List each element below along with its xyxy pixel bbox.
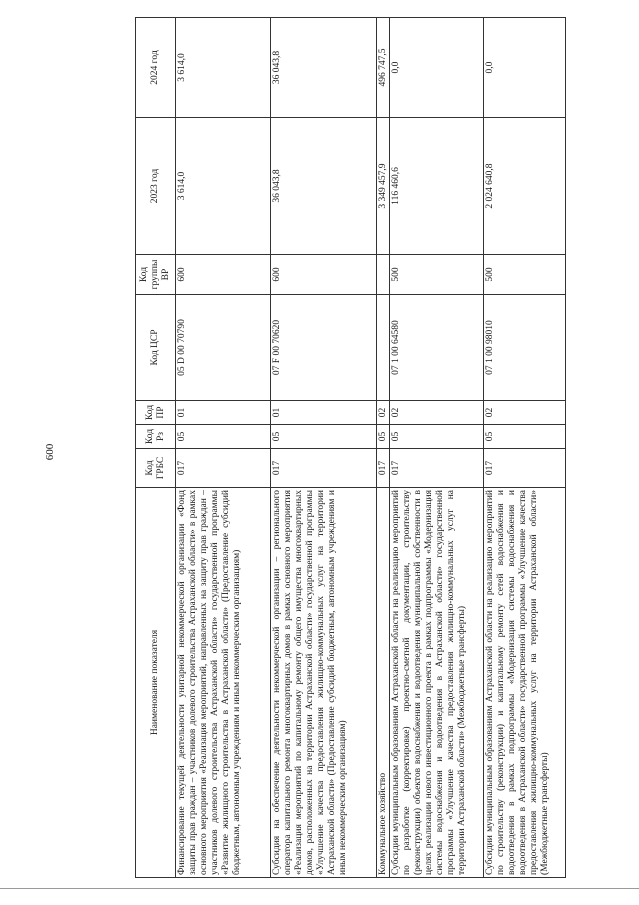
row-grbs: 017 — [176, 449, 271, 488]
header-name: Наименование показателя — [136, 488, 176, 878]
header-2024: 2024 год — [136, 18, 176, 118]
row-name: Субсидия на обеспечение деятельности некоммерческой организации – регионального оператора капитального ремонта многоквартирных домов в рамках основного мероприятия «Реализация мероприятий по капитальному ремонту общего имущества многоквартирных домов, расположенных на территории Астраханской области» государственной программы «Улучшение качества предоставления жилищно-коммунальных услуг на территории Астраханской области» (Предоставление субсидий бюджетным, автономным учреждениям и иным некоммерческим организациям) — [271, 488, 377, 878]
bottom-rule — [0, 888, 639, 889]
row-2024: 3 614,0 — [176, 18, 271, 118]
header-pr: Код ПР — [136, 401, 176, 425]
rotated-table-container — [135, 18, 550, 878]
row-rz: 05 — [377, 425, 390, 449]
table-row — [271, 18, 377, 878]
table-header-row — [136, 18, 176, 878]
row-2024: 0,0 — [390, 18, 484, 118]
row-grbs: 017 — [377, 449, 390, 488]
row-pr: 02 — [390, 401, 484, 425]
row-2023: 3 349 457,9 — [377, 118, 390, 255]
row-pr: 01 — [271, 401, 377, 425]
row-vr: 600 — [176, 255, 271, 295]
row-grbs: 017 — [271, 449, 377, 488]
row-csr: 07 F 00 70620 — [271, 295, 377, 401]
row-2023: 2 024 640,8 — [484, 118, 566, 255]
row-grbs: 017 — [484, 449, 566, 488]
row-name: Субсидии муниципальным образованиям Астраханской области на реализацию мероприятий по строительству (реконструкции) и капитальному ремонту сетей водоснабжения и водоотведения в рамках подпрограммы «Модернизация системы водоснабжения и водоотведения в Астраханской области» государственной программы «Улучшение качества предоставления жилищно-коммунальных услуг на территории Астраханской области» (Межбюджетные трансферты) — [484, 488, 566, 878]
row-2023: 116 460,6 — [390, 118, 484, 255]
row-pr: 01 — [176, 401, 271, 425]
table-row — [484, 18, 566, 878]
row-2024: 0,0 — [484, 18, 566, 118]
budget-table — [135, 17, 566, 878]
header-grbs: Код ГРБС — [136, 449, 176, 488]
row-pr: 02 — [377, 401, 390, 425]
row-pr: 02 — [484, 401, 566, 425]
header-2023: 2023 год — [136, 118, 176, 255]
row-grbs: 017 — [390, 449, 484, 488]
row-vr — [377, 255, 390, 295]
table-row — [176, 18, 271, 878]
row-2024: 496 747,5 — [377, 18, 390, 118]
row-name: Субсидии муниципальным образованиям Астраханской области на реализацию мероприятий по разработке (корректировке) проектно-сметной документации, строительству (реконструкции) объектов водоснабжения и водоотведения муниципальной собственности в целях реализации нового инвестиционного проекта в рамках подпрограммы «Модернизация системы водоснабжения и водоотведения в Астраханской области» государственной программы «Улучшение качества предоставления жилищно-коммунальных услуг на территории Астраханской области» (Межбюджетные трансферты) — [390, 488, 484, 878]
table-row-subtotal — [377, 18, 390, 878]
row-2024: 36 043,8 — [271, 18, 377, 118]
row-csr: 07 1 00 98010 — [484, 295, 566, 401]
row-csr — [377, 295, 390, 401]
row-rz: 05 — [271, 425, 377, 449]
row-rz: 05 — [176, 425, 271, 449]
page-number: 600 — [44, 443, 56, 461]
row-name: Финансирование текущей деятельности унитарной некоммерческой организации «Фонд защиты прав граждан – участников долевого строительства Астраханской области» в рамках основного мероприятия «Реализация мероприятий, направленных на защиту прав граждан – участников долевого строительства Астраханской области» государственной программы «Развитие жилищного строительства в Астраханской области» (Предоставление субсидий бюджетным, автономным учреждениям и иным некоммерческим организациям) — [176, 488, 271, 878]
row-csr: 07 1 00 64580 — [390, 295, 484, 401]
row-rz: 05 — [390, 425, 484, 449]
row-rz: 05 — [484, 425, 566, 449]
row-name: Коммунальное хозяйство — [377, 488, 390, 878]
row-vr: 500 — [390, 255, 484, 295]
header-rz: Код Рз — [136, 425, 176, 449]
row-csr: 05 D 00 70790 — [176, 295, 271, 401]
row-vr: 600 — [271, 255, 377, 295]
table-row — [390, 18, 484, 878]
header-csr: Код ЦСР — [136, 295, 176, 401]
row-vr: 500 — [484, 255, 566, 295]
row-2023: 36 043,8 — [271, 118, 377, 255]
header-vr: Код группы ВР — [136, 255, 176, 295]
row-2023: 3 614,0 — [176, 118, 271, 255]
